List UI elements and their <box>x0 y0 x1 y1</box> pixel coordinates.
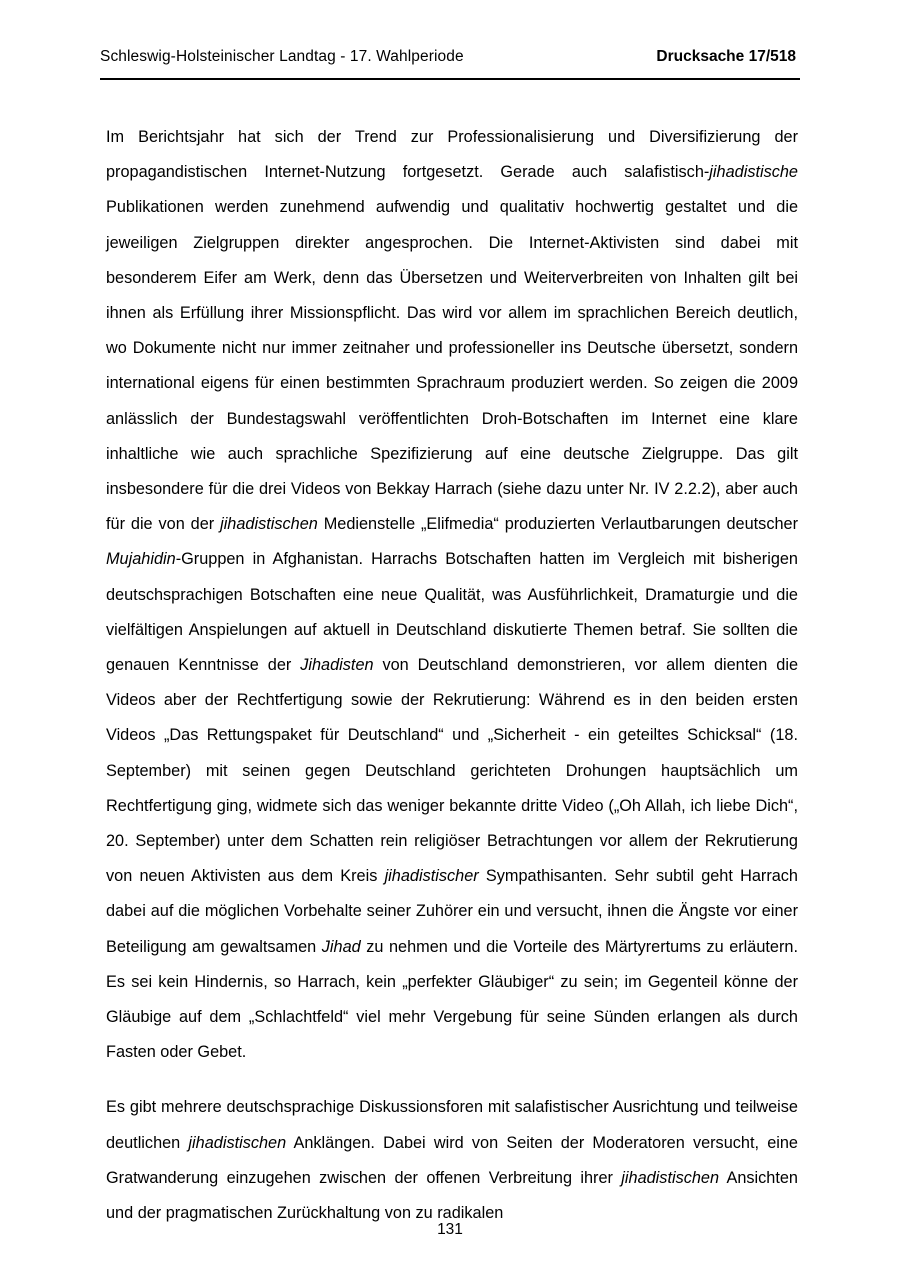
page-footer <box>0 1221 900 1239</box>
header-divider <box>100 78 800 80</box>
paragraph-1: Im Berichtsjahr hat sich der Trend zur Professionalisierung und Diversifizierung der propagandistischen Internet-Nutzung fortgesetzt. Gerade auch salafistisch-jihadistische Publikationen werden zunehmend aufwendig und qualitativ hochwertig gestaltet und die jeweiligen Zielgruppen direkter angesprochen. Die Internet-Aktivisten sind dabei mit besonderem Eifer am Werk, denn das Übersetzen und Weiterverbreiten von Inhalten gilt bei ihnen als Erfüllung ihrer Missionspflicht. Das wird vor allem im sprachlichen Bereich deutlich, wo Dokumente nicht nur immer zeitnaher und professioneller ins Deutsche übersetzt, sondern international eigens für einen bestimmten Sprachraum produziert werden. So zeigen die 2009 anlässlich der Bundestagswahl veröffentlichten Droh-Botschaften im Internet eine klare inhaltliche wie auch sprachliche Spezifizierung auf eine deutsche Zielgruppe. Das gilt insbesondere für die drei Videos von Bekkay Harrach (siehe dazu unter Nr. IV 2.2.2), aber auch für die von der jihadistischen Medienstelle „Elifmedia“ produzierten Verlautbarungen deutscher Mujahidin-Gruppen in Afghanistan. Harrachs Botschaften hatten im Vergleich mit bisherigen deutschsprachigen Botschaften eine neue Qualität, was Ausführlichkeit, Dramaturgie und die vielfältigen Anspielungen auf aktuell in Deutschland diskutierte Themen betraf. Sie sollten die genauen Kenntnisse der Jihadisten von Deutschland demonstrieren, vor allem dienten die Videos aber der Rechtfertigung sowie der Rekrutierung: Während es in den beiden ersten Videos „Das Rettungspaket für Deutschland“ und „Sicherheit - ein geteiltes Schicksal“ (18. September) mit seinen gegen Deutschland gerichteten Drohungen hauptsächlich um Rechtfertigung ging, widmete sich das weniger bekannte dritte Video („Oh Allah, ich liebe Dich“, 20. September) unter dem Schatten rein religiöser Betrachtungen vor allem der Rekrutierung von neuen Aktivisten aus dem Kreis jihadistischer Sympathisanten. Sehr subtil geht Harrach dabei auf die möglichen Vorbehalte seiner Zuhörer ein und versucht, ihnen die Ängste vor einer Beteiligung am gewaltsamen Jihad zu nehmen und die Vorteile des Märtyrertums zu erläutern. Es sei kein Hindernis, so Harrach, kein „perfekter Gläubiger“ zu sein; im Gegenteil könne der Gläubige auf dem „Schlachtfeld“ viel mehr Vergebung für seine Sünden erlangen als durch Fasten oder Gebet. <box>106 128 799 1062</box>
header-document-number: Drucksache 17/518 <box>656 48 796 65</box>
page-body <box>106 120 798 1231</box>
header-left-title: Schleswig-Holsteinischer Landtag - 17. Wahlperiode <box>100 48 464 65</box>
paragraph-2: Es gibt mehrere deutschsprachige Diskussionsforen mit salafistischer Ausrichtung und teilweise deutlichen jihadistischen Anklängen. Dabei wird von Seiten der Moderatoren versucht, eine Gratwanderung einzugehen zwischen der offenen Verbreitung ihrer jihadistischen Ansichten und der pragmatischen Zurückhaltung von zu radikalen <box>106 1098 798 1223</box>
page-header <box>100 48 800 66</box>
page-number: 131 <box>437 1221 463 1238</box>
